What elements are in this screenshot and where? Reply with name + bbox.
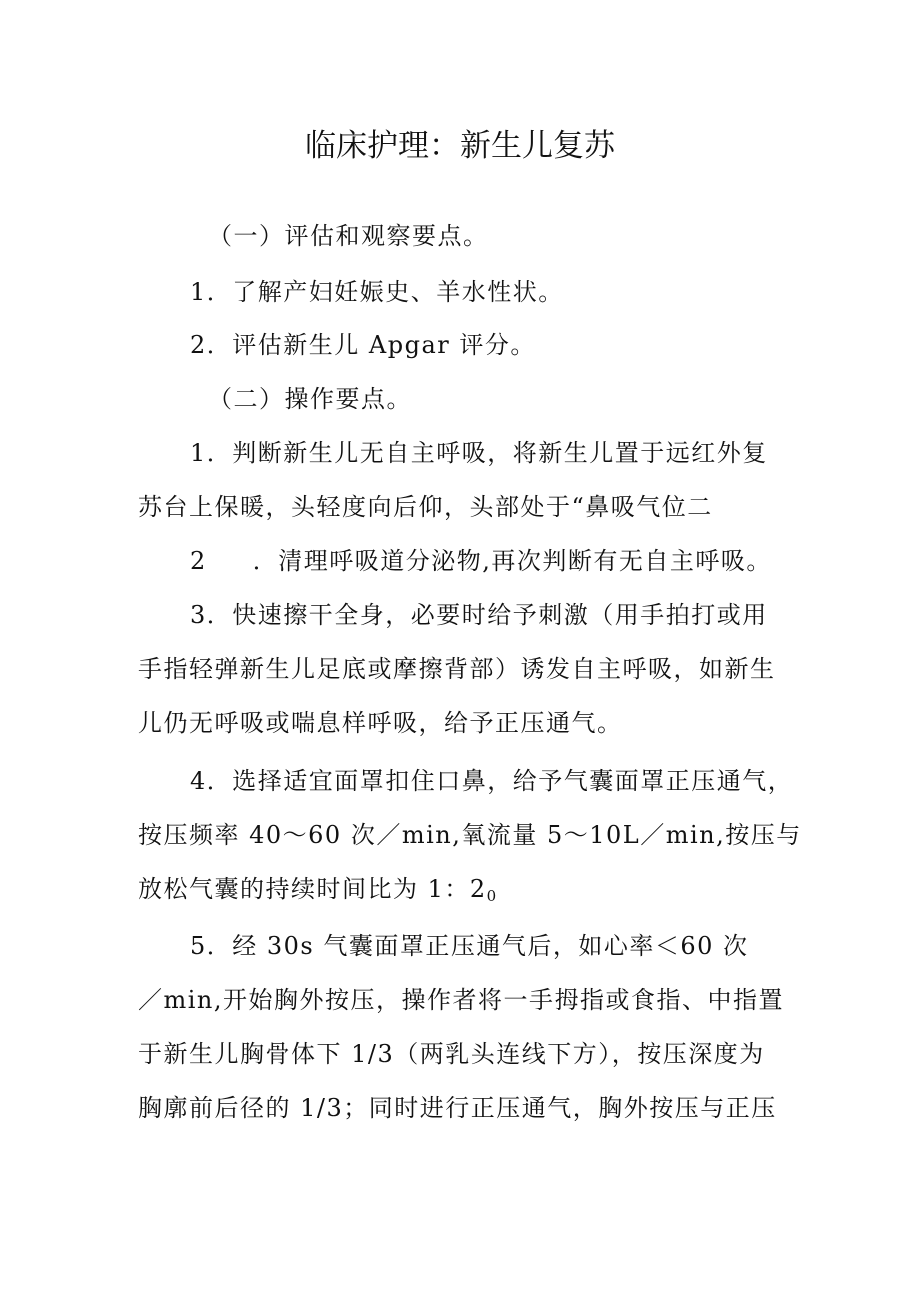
list-number: 2 — [190, 547, 207, 575]
list-text: ．清理呼吸道分泌物,再次判断有无自主呼吸。 — [252, 547, 772, 575]
paragraph-line: 手指轻弹新生儿足底或摩擦背部）诱发自主呼吸，如新生 — [138, 655, 776, 683]
page-title: 临床护理：新生儿复苏 — [305, 128, 615, 164]
paragraph-line: 按压频率 40～60 次／min,氧流量 5～10L／min,按压与 — [138, 821, 802, 849]
section-heading-operation: （二）操作要点。 — [208, 385, 412, 413]
section-heading-assessment: （一）评估和观察要点。 — [208, 222, 489, 250]
paragraph-line: 2．评估新生儿 Apgar 评分。 — [190, 331, 536, 359]
paragraph-line: 于新生儿胸骨体下 1/3（两乳头连线下方），按压深度为 — [138, 1040, 765, 1068]
ratio-text: 放松气囊的持续时间比为 1：2 — [138, 875, 487, 903]
paragraph-line: 3．快速擦干全身，必要时给予刺激（用手拍打或用 — [190, 601, 768, 629]
paragraph-line: 儿仍无呼吸或喘息样呼吸，给予正压通气。 — [138, 709, 623, 737]
paragraph-line: 苏台上保暖，头轻度向后仰，头部处于“鼻吸气位二 — [138, 493, 713, 521]
paragraph-line — [138, 871, 496, 914]
paragraph-line: 1．了解产妇妊娠史、羊水性状。 — [190, 278, 564, 306]
ratio-subscript: 0 — [486, 887, 497, 905]
paragraph-line: ／min,开始胸外按压，操作者将一手拇指或食指、中指置 — [138, 986, 785, 1014]
paragraph-line: 5．经 30s 气囊面罩正压通气后，如心率＜60 次 — [190, 932, 749, 960]
paragraph-line — [190, 543, 772, 579]
paragraph-line: 1．判断新生儿无自主呼吸，将新生儿置于远红外复 — [190, 439, 768, 467]
paragraph-line: 胸廓前后径的 1/3；同时进行正压通气，胸外按压与正压 — [138, 1094, 777, 1122]
paragraph-line: 4．选择适宜面罩扣住口鼻，给予气囊面罩正压通气， — [190, 767, 794, 795]
